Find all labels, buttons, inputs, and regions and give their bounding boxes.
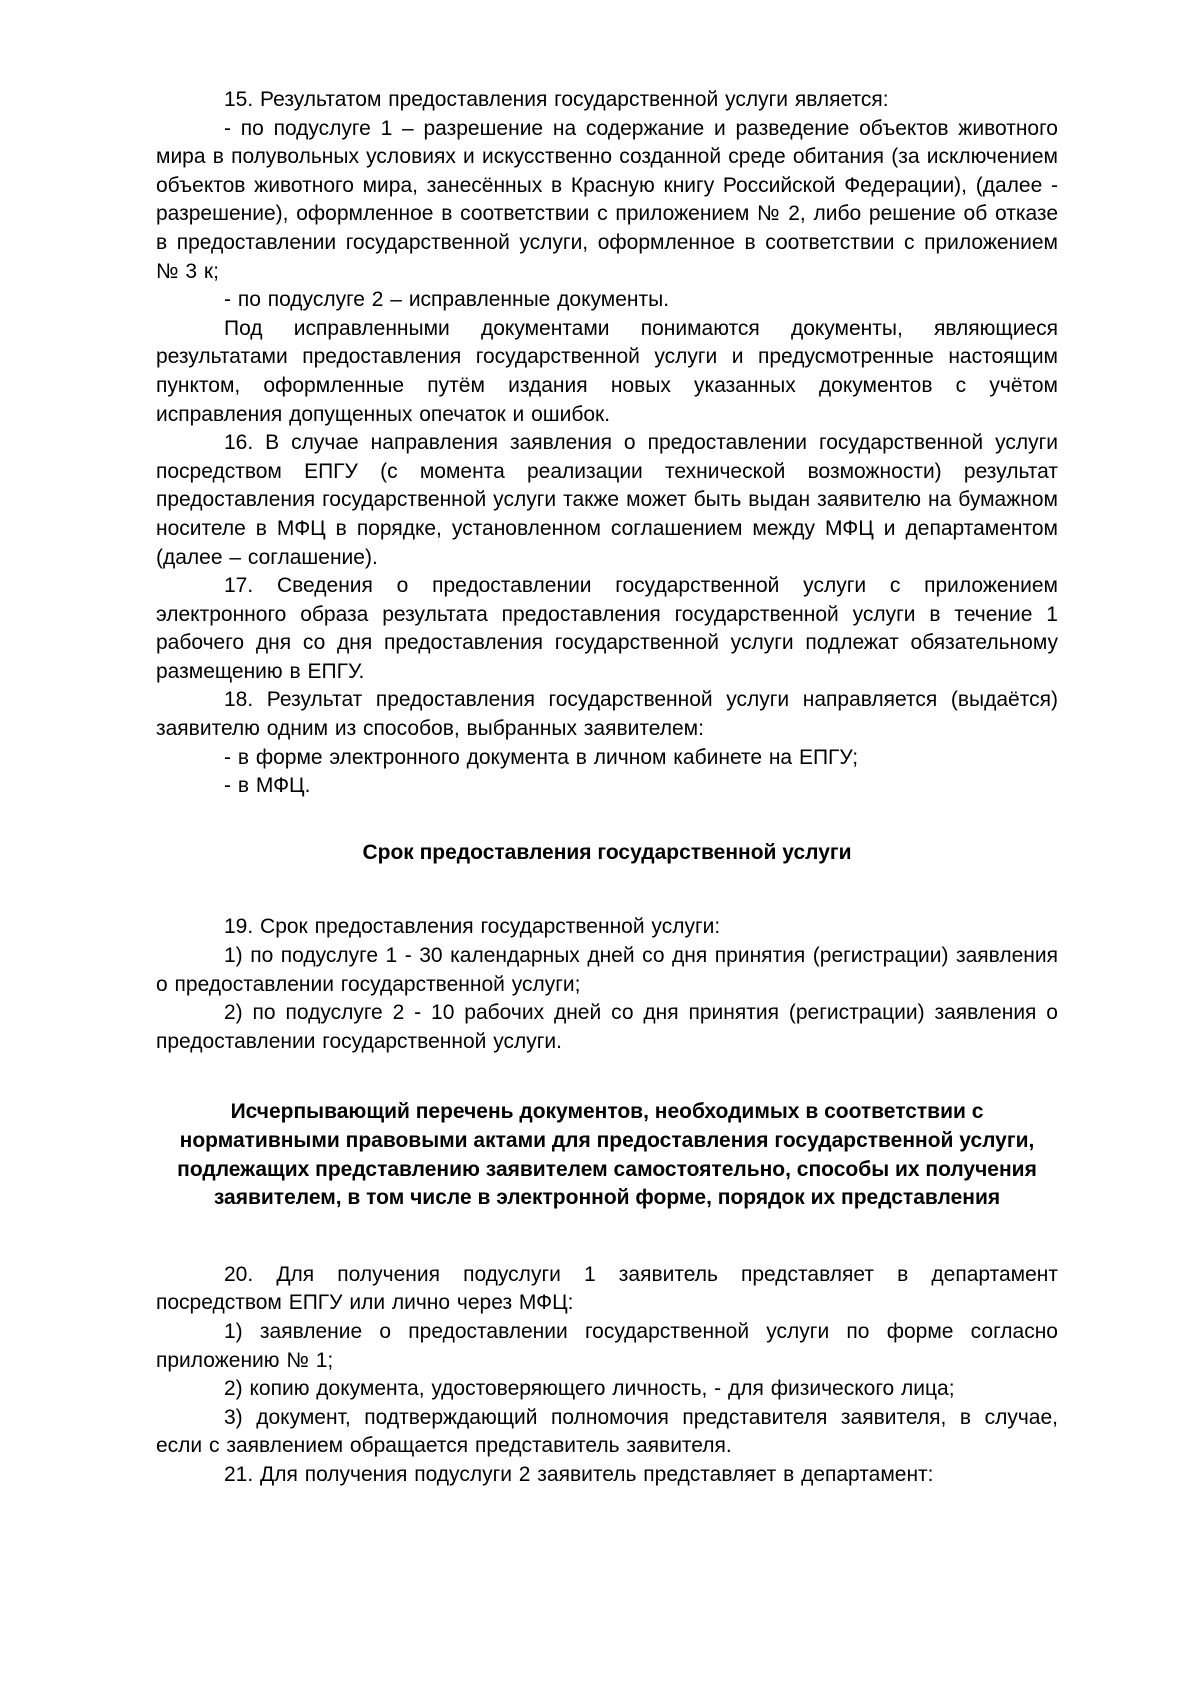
paragraph-delivery-option-epgu: - в форме электронного документа в личном кабинете на ЕПГУ;: [224, 745, 859, 769]
paragraph-21-subservice-2-documents: 21. Для получения подуслуги 2 заявитель представляет в департамент:: [224, 1462, 934, 1486]
paragraph-delivery-option-mfc: - в МФЦ.: [224, 774, 311, 798]
paragraph-document-representative-authority: 3) документ, подтверждающий полномочия представителя заявителя, в случае, если с заявлением обращается представитель заявителя.: [156, 1405, 1058, 1458]
section-heading-documents-list: Исчерпывающий перечень документов, необходимых в соответствии с нормативными правовыми актами для предоставления государственной услуги, подлежащих представлению заявителем самостоятельно, способы их получения заявителем, в том числе в электронной форме, порядок их представления: [177, 1100, 1037, 1210]
paragraph-16-epgu-delivery: 16. В случае направления заявления о предоставлении государственной услуги посредством ЕПГУ (с момента реализации технической возможности) результат предоставления государственной услуги также может быть выдан заявителю на бумажном носителе в МФЦ в порядке, установленном соглашением между МФЦ и департаментом (далее – соглашение).: [156, 431, 1058, 569]
paragraph-document-identity-copy: 2) копию документа, удостоверяющего личность, - для физического лица;: [224, 1377, 955, 1401]
paragraph-corrected-documents: Под исправленными документами понимаются документы, являющиеся результатами предоставления государственной услуги и предусмотренные настоящим пунктом, оформленные путём издания новых указанных документов с учётом исправления допущенных опечаток и ошибок.: [156, 316, 1058, 426]
paragraph-subservice-1-result: - по подуслуге 1 – разрешение на содержание и разведение объектов животного мира в полувольных условиях и искусственно созданной среде обитания (за исключением объектов животного мира, занесённых в Красную книгу Российской Федерации), (далее - разрешение), оформленное в соответствии с приложением № 2, либо решение об отказе в предоставлении государственной услуги, оформленное в соответствии с приложением № 3 к;: [156, 116, 1058, 283]
paragraph-17-information-posting: 17. Сведения о предоставлении государственной услуги с приложением электронного образа результата предоставления государственной услуги в течение 1 рабочего дня со дня предоставления государственной услуги подлежат обязательному размещению в ЕПГУ.: [156, 574, 1058, 683]
paragraph-15-result: 15. Результатом предоставления государственной услуги является:: [224, 88, 889, 111]
paragraph-document-application-form: 1) заявление о предоставлении государственной услуги по форме согласно приложению № 1;: [156, 1319, 1058, 1372]
paragraph-20-subservice-1-documents: 20. Для получения подуслуги 1 заявитель представляет в департамент посредством ЕПГУ или лично через МФЦ:: [156, 1262, 1058, 1315]
section-heading-service-term: Срок предоставления государственной услуги: [362, 840, 852, 864]
paragraph-term-subservice-1: 1) по подуслуге 1 - 30 календарных дней со дня принятия (регистрации) заявления о предоставлении государственной услуги;: [156, 944, 1058, 996]
paragraph-subservice-2-result: - по подуслуге 2 – исправленные документы.: [224, 288, 670, 312]
paragraph-term-subservice-2: 2) по подуслуге 2 - 10 рабочих дней со дня принятия (регистрации) заявления о предоставлении государственной услуги.: [156, 1001, 1058, 1053]
paragraph-19-service-term: 19. Срок предоставления государственной услуги:: [224, 915, 721, 939]
paragraph-18-result-delivery: 18. Результат предоставления государственной услуги направляется (выдаётся) заявителю одним из способов, выбранных заявителем:: [156, 688, 1058, 741]
